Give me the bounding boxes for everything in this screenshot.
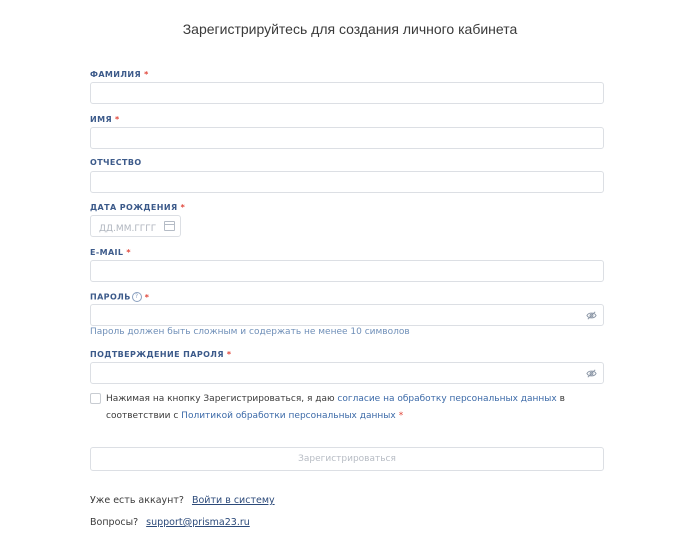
eye-off-icon[interactable] <box>586 310 597 321</box>
last-name-label-text: ФАМИЛИЯ <box>90 70 142 79</box>
email-field[interactable] <box>90 260 604 282</box>
password-confirm-label-text: ПОДТВЕРЖДЕНИЕ ПАРОЛЯ <box>90 350 224 359</box>
calendar-icon[interactable] <box>164 221 175 231</box>
email-label <box>90 248 131 257</box>
password-label <box>90 292 149 302</box>
email-label-text: E-MAIL <box>90 248 124 257</box>
birth-date-field[interactable] <box>90 215 181 237</box>
login-link[interactable]: Войти в систему <box>191 495 275 506</box>
password-confirm-field[interactable] <box>90 362 604 384</box>
middle-name-input[interactable] <box>91 175 603 195</box>
required-mark: * <box>398 411 404 421</box>
last-name-input[interactable] <box>91 86 603 106</box>
consent-text <box>106 391 606 425</box>
first-name-label <box>90 115 120 124</box>
required-mark: * <box>115 115 120 124</box>
page-title: Зарегистрируйтесь для создания личного кабинета <box>182 21 518 37</box>
middle-name-field[interactable] <box>90 171 604 193</box>
account-text: Уже есть аккаунт? <box>90 495 184 506</box>
privacy-policy-link[interactable]: Политикой обработки персональных данных <box>181 411 396 421</box>
birth-date-label <box>90 203 185 212</box>
support-email-link[interactable]: support@prisma23.ru <box>146 517 250 528</box>
password-confirm-label <box>90 350 231 359</box>
questions-text: Вопросы? <box>90 517 139 528</box>
middle-name-label-text: ОТЧЕСТВО <box>90 158 142 167</box>
first-name-label-text: ИМЯ <box>90 115 113 124</box>
last-name-label <box>90 70 149 79</box>
register-button[interactable]: Зарегистрироваться <box>90 447 604 471</box>
password-confirm-input[interactable] <box>91 366 603 386</box>
password-label-text: ПАРОЛЬ <box>90 292 131 302</box>
required-mark: * <box>144 292 150 302</box>
consent-text-before: Нажимая на кнопку Зарегистрироваться, я даю <box>106 394 335 404</box>
middle-name-label <box>90 158 142 167</box>
login-row <box>90 495 275 506</box>
first-name-input[interactable] <box>91 131 603 151</box>
password-hint: Пароль должен быть сложным и содержать не менее 10 символов <box>90 327 410 337</box>
email-input[interactable] <box>91 264 603 284</box>
password-input[interactable] <box>91 308 603 328</box>
first-name-field[interactable] <box>90 127 604 149</box>
consent-checkbox[interactable] <box>90 393 101 404</box>
consent-link[interactable]: согласие на обработку персональных данных <box>337 394 557 404</box>
consent-text-middle: в соответствии с <box>106 394 565 421</box>
password-field[interactable] <box>90 304 604 326</box>
required-mark: * <box>226 350 232 359</box>
required-mark: * <box>144 70 149 79</box>
required-mark: * <box>180 203 186 212</box>
help-circle-icon[interactable]: ? <box>132 292 142 302</box>
birth-date-label-text: ДАТА РОЖДЕНИЯ <box>90 203 178 212</box>
required-mark: * <box>126 248 132 257</box>
last-name-field[interactable] <box>90 82 604 104</box>
eye-off-icon[interactable] <box>586 368 597 379</box>
support-row <box>90 517 250 528</box>
